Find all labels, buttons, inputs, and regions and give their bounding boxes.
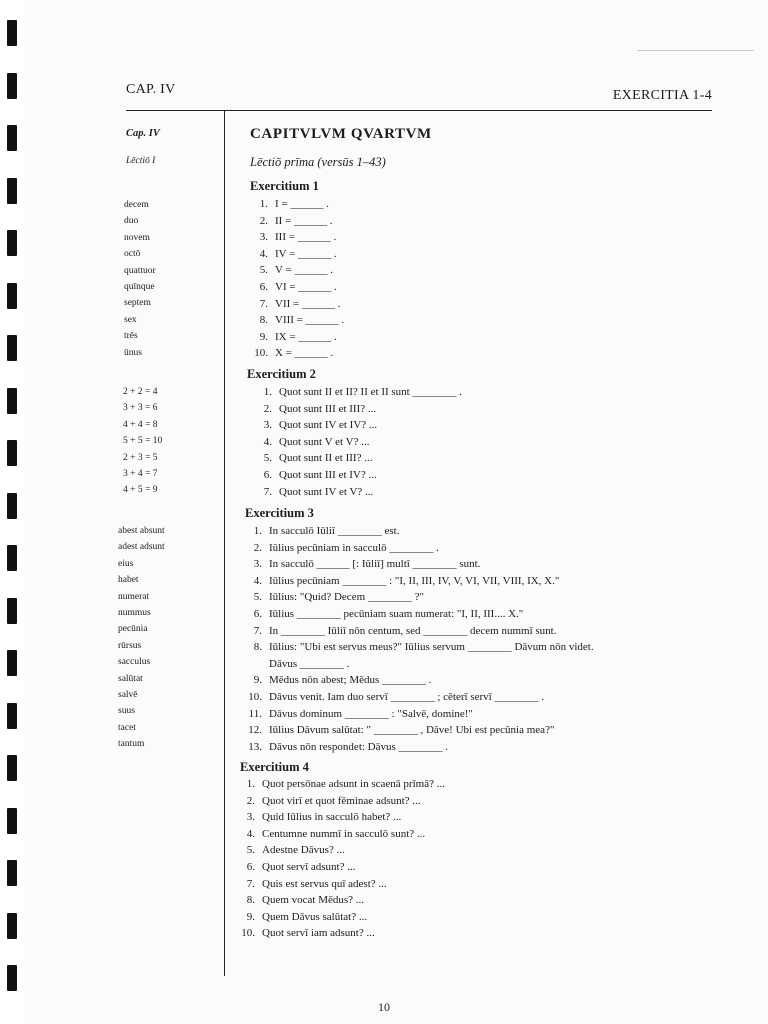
item-number: 6. <box>246 860 255 873</box>
item-number: 13. <box>248 740 262 753</box>
item-text: Quot sunt III et III? ... <box>279 402 377 415</box>
vocab-word: 2 + 2 = 4 <box>123 387 158 397</box>
binding-hole <box>7 545 17 571</box>
exercise-item <box>250 434 462 451</box>
item-text: Iūlius: "Ubi est servus meus?" Iūlius servum ________ Dāvum nōn videt. <box>269 641 594 654</box>
item-number: 5. <box>253 591 262 604</box>
item-number: 7. <box>253 624 262 637</box>
item-text: Quot sunt II et III? ... <box>279 452 373 465</box>
exercise-4-title: Exercitium 4 <box>240 760 309 774</box>
vocab-word: tantum <box>118 739 145 750</box>
exercise-item <box>240 656 594 673</box>
vocab-word: quīnque <box>124 282 155 293</box>
item-number: 1. <box>259 198 268 210</box>
item-text: Dāvus ________ . <box>269 657 350 670</box>
chapter-header: CAP. IV <box>126 82 176 97</box>
vocab-word: ūnus <box>124 347 142 358</box>
item-number: 10. <box>248 690 262 703</box>
binding-hole <box>7 388 17 414</box>
vocab-word: 3 + 4 = 7 <box>123 469 158 480</box>
exercise-item <box>233 826 445 843</box>
exercise-item <box>233 909 445 926</box>
vocab-word: quattuor <box>124 265 156 276</box>
exercise-item <box>240 540 594 557</box>
item-number: 4. <box>259 247 268 260</box>
exercise-item <box>240 606 594 623</box>
item-number: 2. <box>246 794 255 807</box>
item-number: 3. <box>253 558 262 571</box>
sidebar-title: Cap. IV <box>126 128 160 139</box>
vocab-word: abest absunt <box>118 526 165 536</box>
binding-hole <box>7 860 17 886</box>
binding-hole <box>7 808 17 834</box>
exercise-item <box>250 467 462 484</box>
exercise-item <box>250 484 462 501</box>
item-text: Quid Iūlius in sacculō habet? ... <box>262 811 402 824</box>
exercise-item <box>246 246 344 263</box>
item-number: 8. <box>259 314 268 327</box>
exercise-2-list <box>250 384 462 500</box>
vocab-word: septem <box>124 298 151 309</box>
vocab-word: tacet <box>118 722 136 733</box>
exercise-item <box>246 213 344 230</box>
item-number <box>240 656 262 673</box>
vocab-word: suus <box>118 706 135 717</box>
item-text: Quem Dāvus salūtat? ... <box>262 910 368 923</box>
item-number: 8. <box>253 641 262 654</box>
item-text: Quem vocat Mēdus? ... <box>262 894 365 907</box>
item-text: Quot sunt III et IV? ... <box>279 468 377 481</box>
binding-hole <box>7 335 17 361</box>
vocab-word: habet <box>118 575 139 586</box>
binding-hole <box>7 493 17 519</box>
item-text: X = ______ . <box>275 347 334 360</box>
binding-hole <box>7 73 17 99</box>
exercise-4-list <box>233 776 445 942</box>
item-number: 8. <box>246 894 255 907</box>
exercise-item <box>233 892 445 909</box>
exercise-item <box>246 296 344 313</box>
item-number: 3. <box>263 419 272 432</box>
item-number: 6. <box>263 468 272 481</box>
vocab-word: 4 + 5 = 9 <box>123 485 158 496</box>
item-text: Adestne Dāvus? ... <box>262 844 345 857</box>
exercise-item <box>246 196 344 213</box>
item-number: 2. <box>253 541 262 554</box>
item-text: II = ______ . <box>275 214 333 227</box>
vocab-word: pecūnia <box>118 624 148 635</box>
item-text: VI = ______ . <box>275 280 337 293</box>
item-text: Quot sunt II et II? II et II sunt ________ . <box>279 386 462 398</box>
item-text: Centumne nummī in sacculō sunt? ... <box>262 827 426 840</box>
item-text: IX = ______ . <box>275 330 337 343</box>
item-number: 4. <box>263 435 272 448</box>
exercise-1-title: Exercitium 1 <box>250 179 319 193</box>
exercise-item <box>233 842 445 859</box>
item-number: 4. <box>246 827 255 840</box>
exercise-item <box>250 384 462 401</box>
binding-hole <box>7 230 17 256</box>
header-rule <box>126 110 712 111</box>
binding-hole <box>7 913 17 939</box>
vocab-word: trēs <box>124 331 138 342</box>
item-text: Iūlius: "Quid? Decem ________ ?" <box>269 591 425 604</box>
vocab-words <box>118 523 165 753</box>
item-text: Iūlius pecūniam ________ : "I, II, III, IV, V, VI, VII, VIII, IX, X." <box>269 574 560 587</box>
item-text: Quot servī adsunt? ... <box>262 860 356 873</box>
item-text: Dāvus venit. Iam duo servī ________ ; cēterī servī ________ . <box>269 690 544 703</box>
item-number: 6. <box>253 607 262 620</box>
exercise-item <box>246 329 344 346</box>
exercise-item <box>250 417 462 434</box>
vocab-word: 4 + 4 = 8 <box>123 419 158 430</box>
column-divider <box>224 110 225 976</box>
binding-hole <box>7 650 17 676</box>
item-text: VII = ______ . <box>275 297 341 310</box>
item-text: Iūlius pecūniam in sacculō ________ . <box>269 541 439 554</box>
exercise-item <box>240 623 594 640</box>
exercise-item <box>240 722 594 739</box>
vocab-word: numerat <box>118 591 150 602</box>
exercise-item <box>246 229 344 246</box>
exercise-3-list <box>240 523 594 755</box>
item-text: In ________ Iūliī nōn centum, sed ________ decem nummī sunt. <box>269 624 557 637</box>
binding-strip <box>0 0 24 1024</box>
item-number: 5. <box>259 264 268 277</box>
binding-hole <box>7 283 17 309</box>
item-number: 9. <box>246 910 255 923</box>
exercise-item <box>233 859 445 876</box>
exercise-item <box>246 262 344 279</box>
item-number: 9. <box>259 330 268 343</box>
exercise-item <box>233 809 445 826</box>
item-text: Quot sunt IV et V? ... <box>279 485 374 498</box>
item-number: 1. <box>246 778 255 790</box>
exercise-item <box>233 925 445 942</box>
vocab-word: adest adsunt <box>118 542 165 553</box>
item-text: IV = ______ . <box>275 247 337 260</box>
exercise-item <box>246 345 344 362</box>
vocab-word: 2 + 3 = 5 <box>123 452 158 463</box>
exercise-item <box>240 739 594 756</box>
item-text: Quis est servus quī adest? ... <box>262 877 387 890</box>
vocab-word: duo <box>124 216 139 227</box>
vocab-sums <box>123 384 162 499</box>
vocab-word: eius <box>118 558 134 569</box>
binding-hole <box>7 598 17 624</box>
exercise-3-title: Exercitium 3 <box>245 506 314 520</box>
exercise-item <box>240 556 594 573</box>
item-text: Mēdus nōn abest; Mēdus ________ . <box>269 674 432 687</box>
exercise-item <box>246 312 344 329</box>
vocab-word: sacculus <box>118 657 151 668</box>
item-text: In sacculō ______ [: Iūliī] multī ________ sunt. <box>269 558 481 571</box>
item-text: Iūlius ________ pecūniam suam numerat: "I, II, III.... X." <box>269 607 524 620</box>
sidebar-subtitle: Lēctiō I <box>126 156 156 166</box>
exercise-item <box>250 401 462 418</box>
item-number: 5. <box>263 452 272 465</box>
item-number: 10. <box>241 927 255 940</box>
item-number: 12. <box>248 724 262 737</box>
exercise-item <box>233 876 445 893</box>
exercise-item <box>250 450 462 467</box>
item-number: 5. <box>246 844 255 857</box>
lesson-subtitle: Lēctiō prīma (versūs 1–43) <box>250 155 386 169</box>
item-number: 1. <box>263 386 272 398</box>
item-text: Iūlius Dāvum salūtat: " ________ , Dāve! Ubi est pecūnia mea?" <box>269 724 555 737</box>
item-number: 1. <box>253 525 262 537</box>
item-text: Dāvus dominum ________ : "Salvē, domine!" <box>269 707 473 720</box>
item-number: 7. <box>259 297 268 310</box>
item-text: Quot servī iam adsunt? ... <box>262 927 375 940</box>
exercise-2-title: Exercitium 2 <box>247 367 316 381</box>
item-text: III = ______ . <box>275 231 337 244</box>
vocab-word: salūtat <box>118 673 143 684</box>
exercise-item <box>233 776 445 793</box>
item-number: 2. <box>263 402 272 415</box>
section-header: EXERCITIA 1-4 <box>612 88 712 103</box>
chapter-title: CAPITVLVM QVARTVM <box>250 126 432 142</box>
vocab-word: sex <box>124 314 137 325</box>
exercise-item <box>240 639 594 656</box>
item-text: V = ______ . <box>275 264 333 277</box>
item-number: 7. <box>246 877 255 890</box>
binding-hole <box>7 125 17 151</box>
scan-mark <box>637 50 754 51</box>
item-text: In sacculō Iūliī ________ est. <box>269 525 400 537</box>
exercise-item <box>240 689 594 706</box>
item-number: 4. <box>253 574 262 587</box>
exercise-item <box>240 523 594 540</box>
item-number: 10. <box>254 347 268 360</box>
item-number: 6. <box>259 280 268 293</box>
item-text: VIII = ______ . <box>275 314 345 327</box>
binding-hole <box>7 20 17 46</box>
binding-hole <box>7 178 17 204</box>
exercise-item <box>240 706 594 723</box>
item-number: 3. <box>259 231 268 244</box>
item-number: 9. <box>253 674 262 687</box>
item-number: 3. <box>246 811 255 824</box>
item-number: 11. <box>248 707 262 720</box>
vocab-word: novem <box>124 232 150 243</box>
binding-hole <box>7 755 17 781</box>
item-text: Quot sunt V et V? ... <box>279 435 370 448</box>
page-number: 10 <box>378 1000 390 1014</box>
exercise-item <box>240 672 594 689</box>
binding-hole <box>7 440 17 466</box>
vocab-word: salvē <box>118 690 138 701</box>
vocab-numbers <box>124 197 156 361</box>
item-number: 2. <box>259 214 268 227</box>
binding-hole <box>7 965 17 991</box>
vocab-word: rūrsus <box>118 640 142 651</box>
exercise-item <box>233 793 445 810</box>
exercise-item <box>240 589 594 606</box>
item-text: Quot sunt IV et IV? ... <box>279 419 378 432</box>
exercise-1-list <box>246 196 344 362</box>
vocab-word: decem <box>124 200 149 210</box>
vocab-word: 3 + 3 = 6 <box>123 403 158 414</box>
binding-hole <box>7 703 17 729</box>
item-text: Quot virī et quot fēminae adsunt? ... <box>262 794 421 807</box>
vocab-word: 5 + 5 = 10 <box>123 436 163 447</box>
item-text: Dāvus nōn respondet: Dāvus ________ . <box>269 740 449 753</box>
exercise-item <box>246 279 344 296</box>
exercise-item <box>240 573 594 590</box>
vocab-word: nummus <box>118 608 151 619</box>
vocab-word: octō <box>124 249 141 260</box>
item-text: I = ______ . <box>275 198 329 210</box>
item-number: 7. <box>263 485 272 498</box>
item-text: Quot persōnae adsunt in scaenā prīmā? ... <box>262 778 445 790</box>
